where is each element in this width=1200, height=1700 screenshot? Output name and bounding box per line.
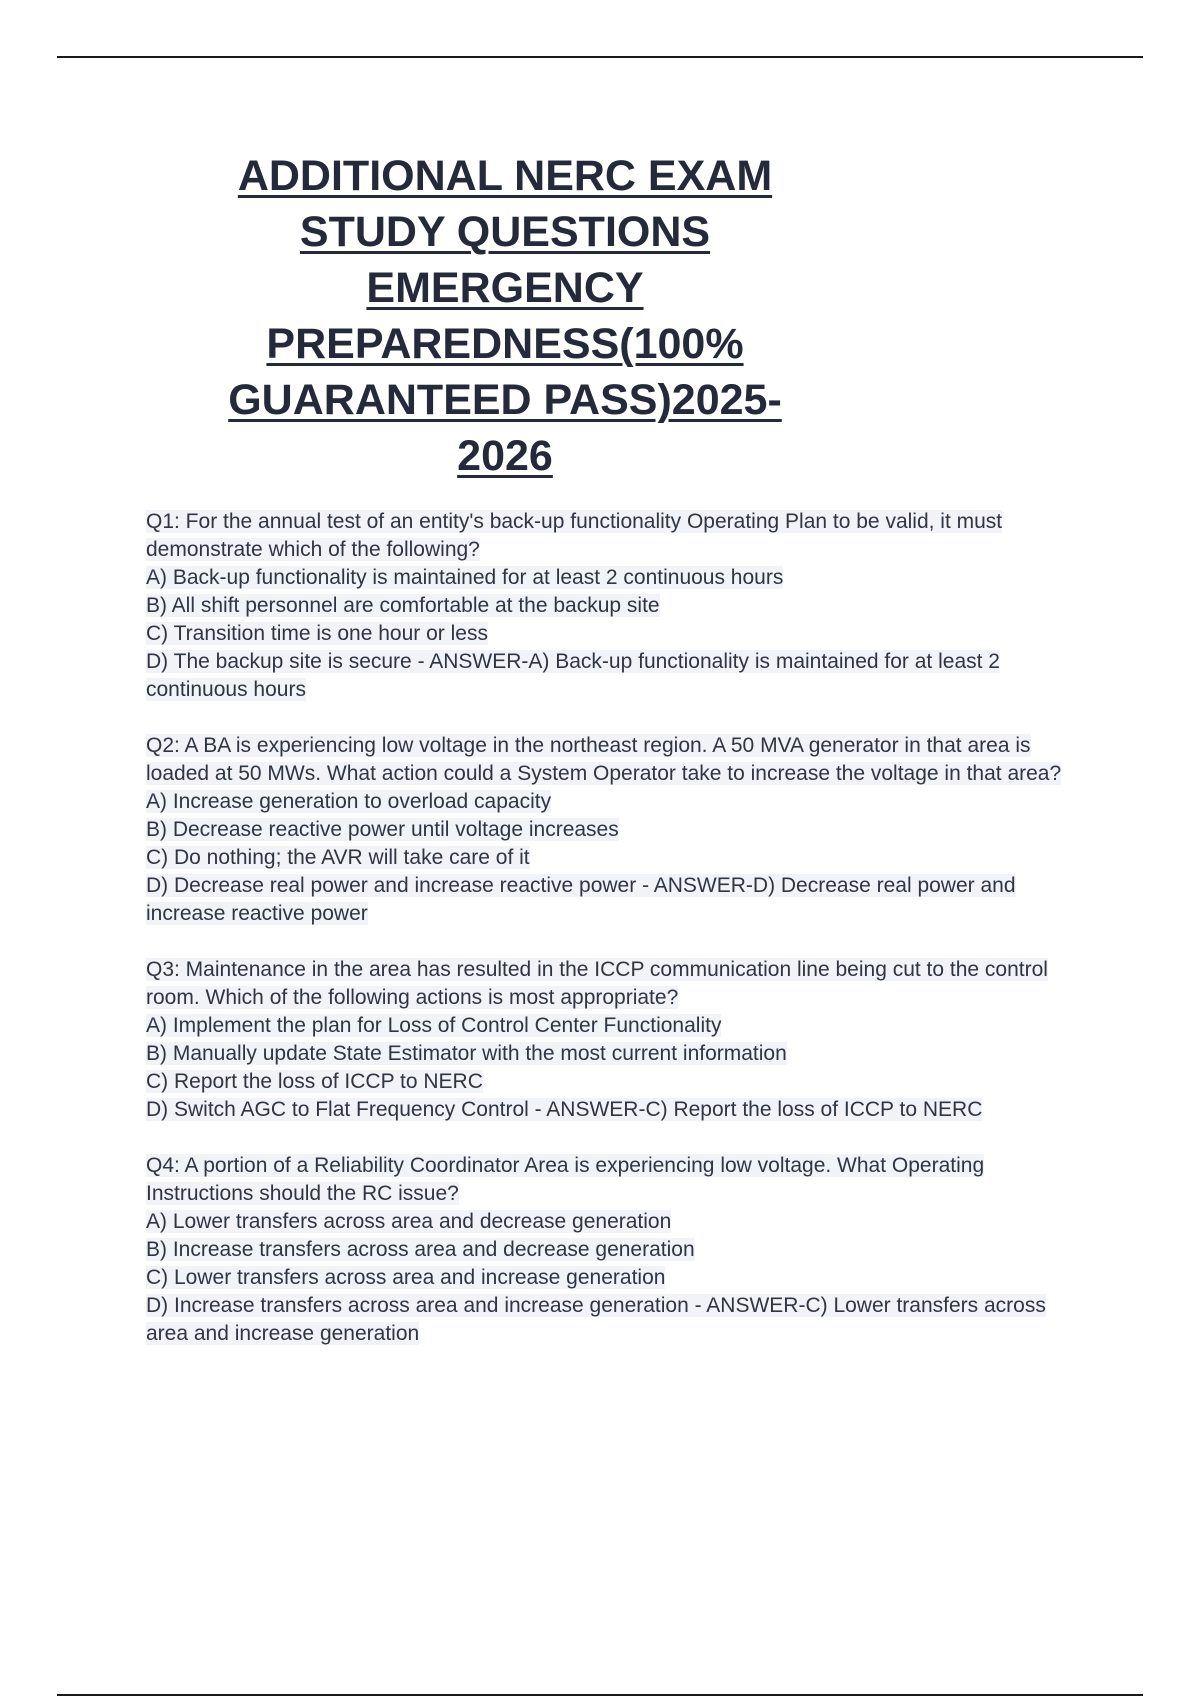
answer-option: A) Implement the plan for Loss of Control Center Functionality [146,1014,722,1037]
answer-option: A) Back-up functionality is maintained for at least 2 continuous hours [146,566,784,589]
answer-option: C) Lower transfers across area and increase generation [146,1266,666,1289]
answer-option: B) Increase transfers across area and decrease generation [146,1238,695,1261]
answer-option-with-answer: D) Decrease real power and increase reactive power - ANSWER-D) Decrease real power and increase reactive power [146,874,1016,925]
answer-option: A) Lower transfers across area and decrease generation [146,1210,672,1233]
page-title [150,148,860,484]
title-line: GUARANTEED PASS)2025- [228,376,782,424]
questions-body [146,508,1086,1376]
question-text: Q2: A BA is experiencing low voltage in the northeast region. A 50 MVA generator in that area is loaded at 50 MWs. What action could a System Operator take to increase the voltage in that area? [146,734,1062,785]
title-line: STUDY QUESTIONS [299,208,711,256]
answer-option: C) Do nothing; the AVR will take care of it [146,846,530,869]
answer-option: A) Increase generation to overload capacity [146,790,552,813]
question-block-q1 [146,508,1086,704]
question-block-q3 [146,956,1086,1124]
answer-option: B) Manually update State Estimator with the most current information [146,1042,787,1065]
answer-option-with-answer: D) Increase transfers across area and increase generation - ANSWER-C) Lower transfers across area and increase generation [146,1294,1046,1345]
answer-option: C) Report the loss of ICCP to NERC [146,1070,483,1093]
question-text: Q3: Maintenance in the area has resulted in the ICCP communication line being cut to the control room. Which of the following actions is most appropriate? [146,958,1048,1009]
answer-option-with-answer: D) Switch AGC to Flat Frequency Control - ANSWER-C) Report the loss of ICCP to NERC [146,1098,983,1121]
answer-option-with-answer: D) The backup site is secure - ANSWER-A) Back-up functionality is maintained for at least 2 continuous hours [146,650,1000,701]
question-text: Q1: For the annual test of an entity's back-up functionality Operating Plan to be valid, it must demonstrate which of the following? [146,510,1003,561]
question-block-q4 [146,1152,1086,1348]
title-line: PREPAREDNESS(100% [266,320,744,368]
question-text: Q4: A portion of a Reliability Coordinator Area is experiencing low voltage. What Operating Instructions should the RC issue? [146,1154,985,1205]
title-line: ADDITIONAL NERC EXAM [237,152,773,200]
title-line: 2026 [457,432,553,480]
title-line: EMERGENCY [366,264,644,312]
top-rule [57,56,1143,58]
question-block-q2 [146,732,1086,928]
answer-option: B) All shift personnel are comfortable at the backup site [146,594,660,617]
bottom-rule [57,1694,1143,1696]
answer-option: B) Decrease reactive power until voltage increases [146,818,619,841]
answer-option: C) Transition time is one hour or less [146,622,488,645]
